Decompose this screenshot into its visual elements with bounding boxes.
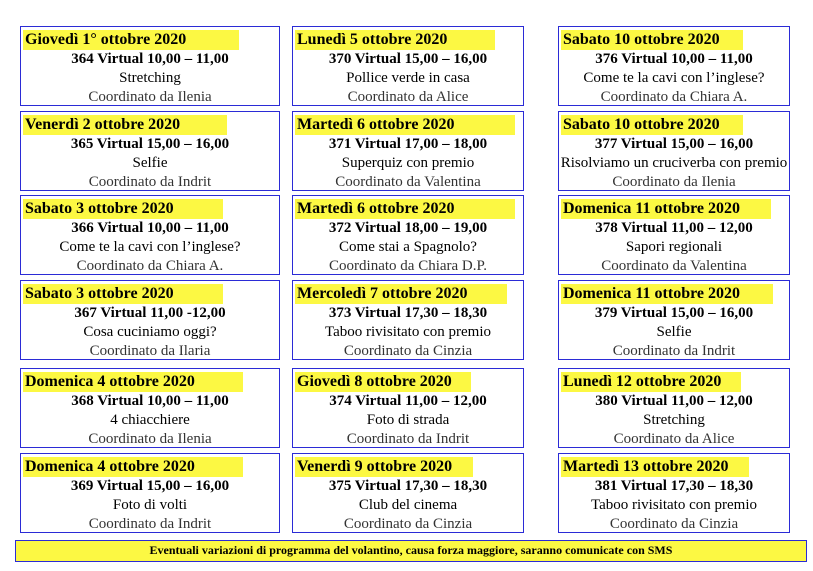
event-card — [558, 368, 790, 448]
event-coordinator: Coordinato da Cinzia — [343, 516, 473, 532]
event-card — [292, 195, 524, 275]
event-title: Foto di strada — [366, 412, 450, 428]
event-coordinator: Coordinato da Indrit — [346, 431, 470, 447]
event-session: 368 Virtual 10,00 – 11,00 — [71, 393, 229, 409]
event-card — [558, 26, 790, 106]
event-title: 4 chiacchiere — [110, 412, 190, 428]
event-date: Martedì 6 ottobre 2020 — [295, 115, 515, 135]
event-coordinator: Coordinato da Chiara D.P. — [329, 258, 487, 274]
event-coordinator: Coordinato da Cinzia — [343, 343, 473, 359]
event-date: Sabato 10 ottobre 2020 — [561, 30, 743, 50]
event-coordinator: Coordinato da Indrit — [88, 174, 212, 190]
event-coordinator: Coordinato da Ilenia — [88, 89, 212, 105]
event-coordinator: Coordinato da Cinzia — [609, 516, 739, 532]
event-date: Lunedì 5 ottobre 2020 — [295, 30, 495, 50]
event-session: 375 Virtual 17,30 – 18,30 — [328, 478, 488, 494]
footer-notice: Eventuali variazioni di programma del volantino, causa forza maggiore, saranno comunicate con SMS — [15, 540, 807, 562]
event-title: Come stai a Spagnolo? — [339, 239, 477, 255]
event-session: 377 Virtual 15,00 – 16,00 — [594, 136, 754, 152]
event-session: 364 Virtual 10,00 – 11,00 — [71, 51, 229, 67]
event-session: 369 Virtual 15,00 – 16,00 — [70, 478, 230, 494]
event-card — [20, 280, 280, 360]
event-session: 381 Virtual 17,30 – 18,30 — [594, 478, 754, 494]
event-title: Come te la cavi con l’inglese? — [59, 239, 241, 255]
event-title: Cosa cuciniamo oggi? — [83, 324, 217, 340]
event-title: Stretching — [643, 412, 705, 428]
event-title: Risolviamo un cruciverba con premio — [560, 155, 788, 171]
event-title: Selfie — [656, 324, 692, 340]
event-session: 370 Virtual 15,00 – 16,00 — [328, 51, 488, 67]
event-card — [558, 111, 790, 191]
event-title: Taboo rivisitato con premio — [591, 497, 757, 513]
event-card — [292, 26, 524, 106]
event-coordinator: Coordinato da Ilenia — [612, 174, 736, 190]
event-date: Domenica 4 ottobre 2020 — [23, 372, 243, 392]
event-coordinator: Coordinato da Valentina — [335, 174, 481, 190]
event-title: Club del cinema — [358, 497, 458, 513]
event-date: Venerdì 2 ottobre 2020 — [23, 115, 227, 135]
event-date: Martedì 13 ottobre 2020 — [561, 457, 749, 477]
event-card — [20, 111, 280, 191]
event-coordinator: Coordinato da Alice — [613, 431, 735, 447]
event-date: Sabato 10 ottobre 2020 — [561, 115, 743, 135]
event-card — [20, 195, 280, 275]
event-session: 371 Virtual 17,00 – 18,00 — [328, 136, 488, 152]
event-title: Stretching — [119, 70, 181, 86]
event-title: Selfie — [132, 155, 168, 171]
event-session: 367 Virtual 11,00 -12,00 — [74, 305, 226, 321]
event-coordinator: Coordinato da Alice — [347, 89, 469, 105]
event-card — [20, 368, 280, 448]
event-card — [558, 280, 790, 360]
event-date: Giovedì 8 ottobre 2020 — [295, 372, 471, 392]
event-session: 376 Virtual 10,00 – 11,00 — [595, 51, 753, 67]
event-date: Martedì 6 ottobre 2020 — [295, 199, 515, 219]
event-title: Taboo rivisitato con premio — [325, 324, 491, 340]
event-card — [558, 195, 790, 275]
event-card — [292, 111, 524, 191]
event-date: Domenica 11 ottobre 2020 — [561, 284, 773, 304]
event-session: 379 Virtual 15,00 – 16,00 — [594, 305, 754, 321]
event-session: 365 Virtual 15,00 – 16,00 — [70, 136, 230, 152]
event-coordinator: Coordinato da Ilenia — [88, 431, 212, 447]
event-session: 373 Virtual 17,30 – 18,30 — [328, 305, 488, 321]
event-date: Venerdì 9 ottobre 2020 — [295, 457, 473, 477]
event-card — [20, 26, 280, 106]
event-date: Domenica 11 ottobre 2020 — [561, 199, 771, 219]
event-session: 366 Virtual 10,00 – 11,00 — [71, 220, 229, 236]
event-title: Come te la cavi con l’inglese? — [583, 70, 765, 86]
event-coordinator: Coordinato da Chiara A. — [76, 258, 224, 274]
event-coordinator: Coordinato da Indrit — [612, 343, 736, 359]
event-coordinator: Coordinato da Ilaria — [89, 343, 211, 359]
event-card — [292, 453, 524, 533]
event-title: Pollice verde in casa — [346, 70, 470, 86]
event-date: Giovedì 1° ottobre 2020 — [23, 30, 239, 50]
event-card — [20, 453, 280, 533]
event-title: Superquiz con premio — [341, 155, 475, 171]
event-title: Sapori regionali — [625, 239, 723, 255]
event-date: Mercoledì 7 ottobre 2020 — [295, 284, 507, 304]
event-card — [292, 368, 524, 448]
event-session: 374 Virtual 11,00 – 12,00 — [329, 393, 487, 409]
event-session: 380 Virtual 11,00 – 12,00 — [595, 393, 753, 409]
event-date: Domenica 4 ottobre 2020 — [23, 457, 243, 477]
event-card — [292, 280, 524, 360]
event-coordinator: Coordinato da Chiara A. — [600, 89, 748, 105]
event-session: 372 Virtual 18,00 – 19,00 — [328, 220, 488, 236]
event-coordinator: Coordinato da Valentina — [601, 258, 747, 274]
event-session: 378 Virtual 11,00 – 12,00 — [595, 220, 753, 236]
event-date: Sabato 3 ottobre 2020 — [23, 284, 223, 304]
event-title: Foto di volti — [112, 497, 188, 513]
event-date: Sabato 3 ottobre 2020 — [23, 199, 223, 219]
event-card — [558, 453, 790, 533]
event-coordinator: Coordinato da Indrit — [88, 516, 212, 532]
event-date: Lunedì 12 ottobre 2020 — [561, 372, 741, 392]
